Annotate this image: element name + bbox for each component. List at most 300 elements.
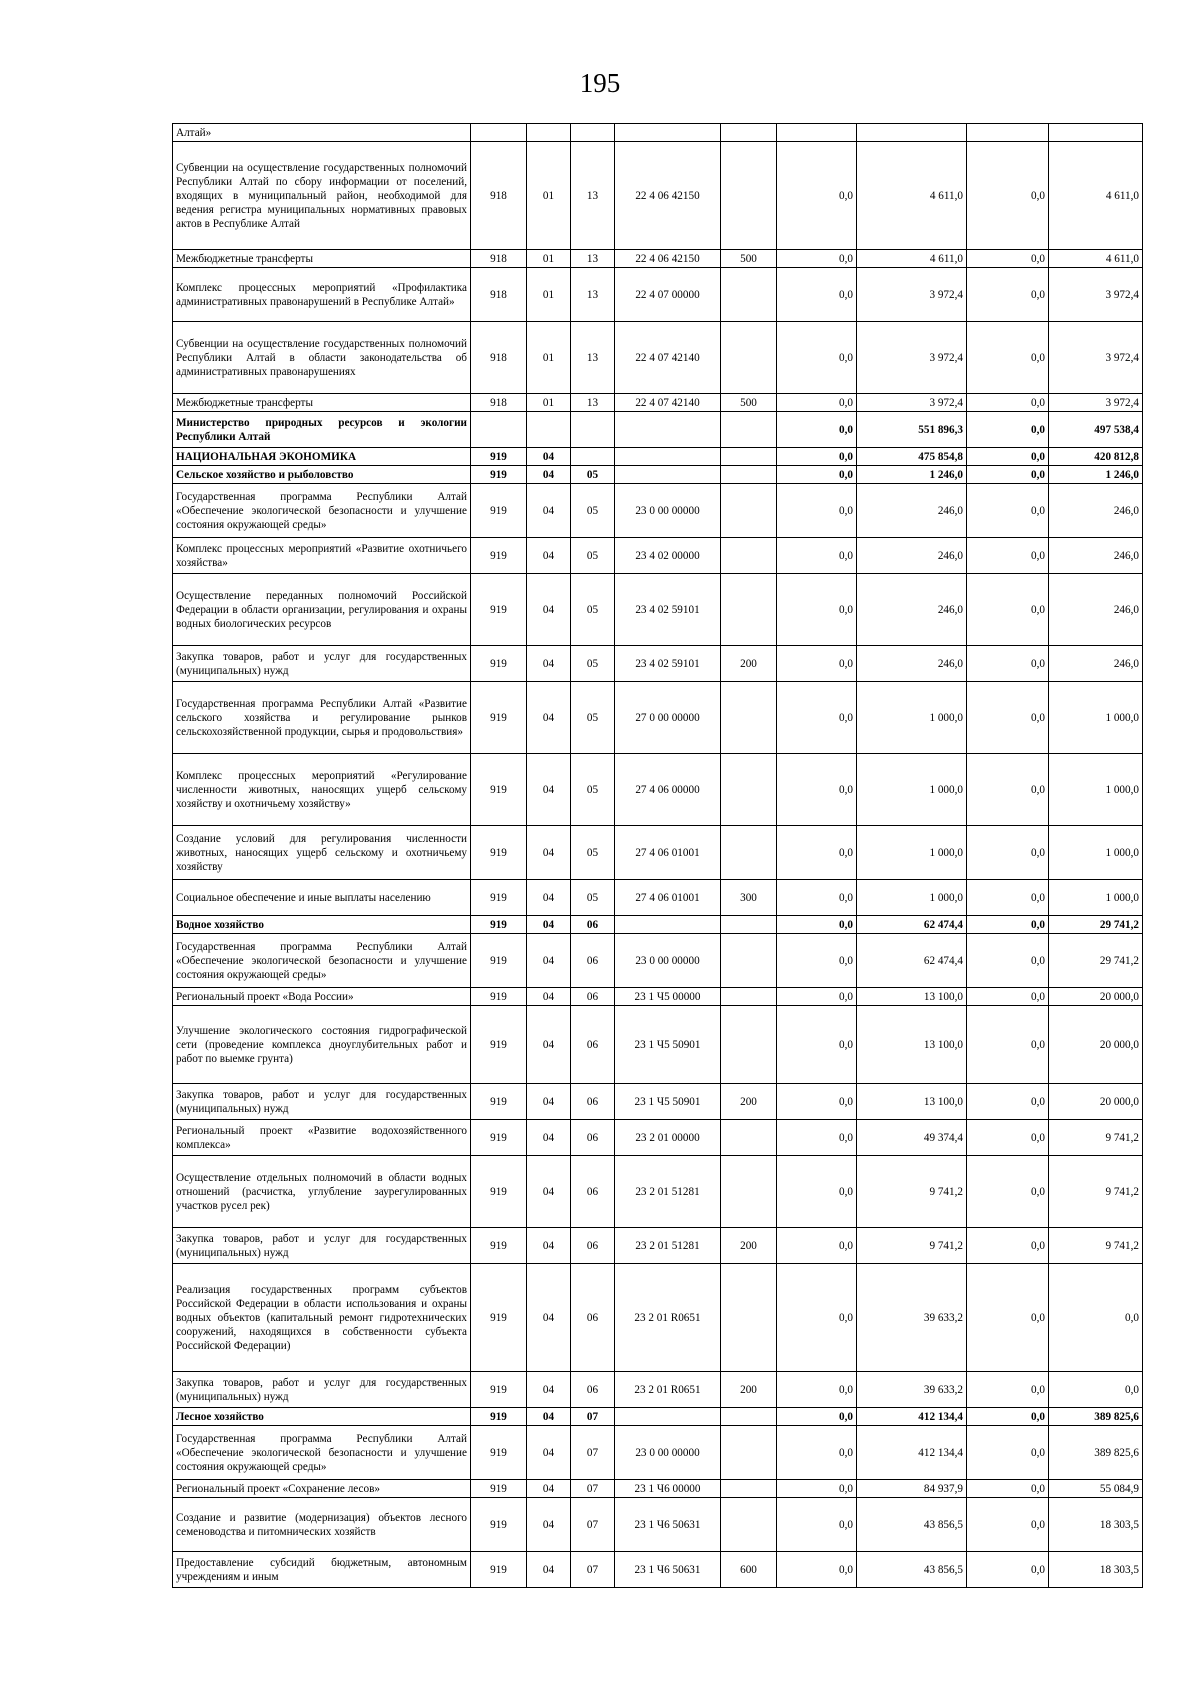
cell-vr: 500 bbox=[721, 394, 777, 412]
cell-value-3: 0,0 bbox=[967, 268, 1049, 322]
cell-value-4: 29 741,2 bbox=[1049, 934, 1143, 988]
cell-ved: 919 bbox=[471, 538, 527, 574]
cell-ved: 919 bbox=[471, 754, 527, 826]
table-row bbox=[173, 466, 1143, 484]
cell-value-2: 62 474,4 bbox=[857, 934, 967, 988]
cell-name: Межбюджетные трансферты bbox=[173, 394, 471, 412]
cell-ved: 919 bbox=[471, 1084, 527, 1120]
cell-vr bbox=[721, 1006, 777, 1084]
cell-rz: 04 bbox=[527, 682, 571, 754]
cell-value-2: 551 896,3 bbox=[857, 412, 967, 448]
cell-value-4: 20 000,0 bbox=[1049, 1006, 1143, 1084]
cell-value-3: 0,0 bbox=[967, 448, 1049, 466]
cell-rz: 04 bbox=[527, 538, 571, 574]
cell-value-1 bbox=[777, 124, 857, 142]
cell-value-2: 4 611,0 bbox=[857, 250, 967, 268]
cell-value-2: 246,0 bbox=[857, 538, 967, 574]
cell-value-2: 43 856,5 bbox=[857, 1498, 967, 1552]
cell-ved: 919 bbox=[471, 484, 527, 538]
cell-value-3 bbox=[967, 124, 1049, 142]
cell-ved: 919 bbox=[471, 682, 527, 754]
cell-pr: 07 bbox=[571, 1498, 615, 1552]
table-row bbox=[173, 754, 1143, 826]
cell-value-3: 0,0 bbox=[967, 1480, 1049, 1498]
cell-value-2: 39 633,2 bbox=[857, 1264, 967, 1372]
cell-ved: 919 bbox=[471, 1480, 527, 1498]
cell-csr: 23 1 Ч6 50631 bbox=[615, 1498, 721, 1552]
cell-name: Сельское хозяйство и рыболовство bbox=[173, 466, 471, 484]
cell-csr: 23 0 00 00000 bbox=[615, 1426, 721, 1480]
cell-value-3: 0,0 bbox=[967, 1552, 1049, 1588]
cell-rz: 04 bbox=[527, 646, 571, 682]
cell-rz: 04 bbox=[527, 916, 571, 934]
cell-rz: 01 bbox=[527, 394, 571, 412]
cell-value-3: 0,0 bbox=[967, 574, 1049, 646]
table-row bbox=[173, 682, 1143, 754]
table-row bbox=[173, 142, 1143, 250]
cell-vr: 300 bbox=[721, 880, 777, 916]
cell-name: Государственная программа Республики Алтай «Обеспечение экологической безопасности и улучшение состояния окружающей среды» bbox=[173, 484, 471, 538]
cell-rz: 04 bbox=[527, 1426, 571, 1480]
cell-value-1: 0,0 bbox=[777, 466, 857, 484]
cell-ved: 918 bbox=[471, 142, 527, 250]
cell-value-3: 0,0 bbox=[967, 646, 1049, 682]
cell-ved: 919 bbox=[471, 916, 527, 934]
cell-pr: 05 bbox=[571, 466, 615, 484]
cell-vr bbox=[721, 124, 777, 142]
table-row bbox=[173, 1264, 1143, 1372]
cell-name: Закупка товаров, работ и услуг для государственных (муниципальных) нужд bbox=[173, 646, 471, 682]
cell-csr bbox=[615, 916, 721, 934]
table-row bbox=[173, 1006, 1143, 1084]
cell-ved: 919 bbox=[471, 1426, 527, 1480]
cell-name: Закупка товаров, работ и услуг для государственных (муниципальных) нужд bbox=[173, 1228, 471, 1264]
cell-rz: 04 bbox=[527, 1498, 571, 1552]
cell-value-3: 0,0 bbox=[967, 916, 1049, 934]
cell-value-3: 0,0 bbox=[967, 988, 1049, 1006]
table-row bbox=[173, 322, 1143, 394]
cell-value-3: 0,0 bbox=[967, 754, 1049, 826]
cell-value-1: 0,0 bbox=[777, 1156, 857, 1228]
cell-value-4: 1 000,0 bbox=[1049, 880, 1143, 916]
cell-value-2: 62 474,4 bbox=[857, 916, 967, 934]
cell-value-1: 0,0 bbox=[777, 322, 857, 394]
cell-rz: 04 bbox=[527, 826, 571, 880]
cell-pr bbox=[571, 412, 615, 448]
cell-csr: 22 4 06 42150 bbox=[615, 250, 721, 268]
cell-pr: 06 bbox=[571, 1228, 615, 1264]
cell-ved: 919 bbox=[471, 466, 527, 484]
cell-csr: 23 1 Ч5 50901 bbox=[615, 1006, 721, 1084]
cell-value-4: 246,0 bbox=[1049, 484, 1143, 538]
cell-rz: 04 bbox=[527, 754, 571, 826]
cell-value-4: 3 972,4 bbox=[1049, 268, 1143, 322]
cell-value-2: 39 633,2 bbox=[857, 1372, 967, 1408]
cell-name: Водное хозяйство bbox=[173, 916, 471, 934]
cell-rz bbox=[527, 412, 571, 448]
table-row bbox=[173, 1480, 1143, 1498]
cell-pr: 06 bbox=[571, 1006, 615, 1084]
cell-csr: 23 2 01 R0651 bbox=[615, 1264, 721, 1372]
cell-value-3: 0,0 bbox=[967, 1372, 1049, 1408]
cell-value-2: 9 741,2 bbox=[857, 1228, 967, 1264]
cell-pr: 05 bbox=[571, 484, 615, 538]
cell-value-4: 1 000,0 bbox=[1049, 682, 1143, 754]
cell-value-3: 0,0 bbox=[967, 880, 1049, 916]
cell-value-1: 0,0 bbox=[777, 754, 857, 826]
table-row bbox=[173, 124, 1143, 142]
cell-vr bbox=[721, 754, 777, 826]
cell-rz: 01 bbox=[527, 322, 571, 394]
cell-value-4: 0,0 bbox=[1049, 1264, 1143, 1372]
cell-value-3: 0,0 bbox=[967, 250, 1049, 268]
cell-value-4: 18 303,5 bbox=[1049, 1552, 1143, 1588]
cell-ved bbox=[471, 124, 527, 142]
cell-value-4: 1 246,0 bbox=[1049, 466, 1143, 484]
cell-value-1: 0,0 bbox=[777, 1498, 857, 1552]
cell-value-2: 13 100,0 bbox=[857, 1084, 967, 1120]
cell-value-1: 0,0 bbox=[777, 412, 857, 448]
cell-value-4: 389 825,6 bbox=[1049, 1408, 1143, 1426]
table-row bbox=[173, 574, 1143, 646]
cell-pr: 07 bbox=[571, 1426, 615, 1480]
cell-pr: 07 bbox=[571, 1552, 615, 1588]
cell-value-3: 0,0 bbox=[967, 538, 1049, 574]
table-row bbox=[173, 1084, 1143, 1120]
cell-name: Улучшение экологического состояния гидрографической сети (проведение комплекса дноуглубительных работ и работ по выемке грунта) bbox=[173, 1006, 471, 1084]
table-row bbox=[173, 1552, 1143, 1588]
cell-csr bbox=[615, 448, 721, 466]
cell-name: Создание условий для регулирования численности животных, наносящих ущерб сельскому и охотничьему хозяйству bbox=[173, 826, 471, 880]
cell-value-4: 4 611,0 bbox=[1049, 250, 1143, 268]
cell-ved: 918 bbox=[471, 268, 527, 322]
cell-name: Закупка товаров, работ и услуг для государственных (муниципальных) нужд bbox=[173, 1084, 471, 1120]
cell-name: Лесное хозяйство bbox=[173, 1408, 471, 1426]
table-row bbox=[173, 1498, 1143, 1552]
cell-value-2: 412 134,4 bbox=[857, 1426, 967, 1480]
cell-ved: 919 bbox=[471, 1498, 527, 1552]
cell-value-3: 0,0 bbox=[967, 934, 1049, 988]
cell-vr: 200 bbox=[721, 1372, 777, 1408]
cell-ved: 919 bbox=[471, 646, 527, 682]
cell-value-4: 20 000,0 bbox=[1049, 988, 1143, 1006]
cell-value-1: 0,0 bbox=[777, 1426, 857, 1480]
cell-value-2: 3 972,4 bbox=[857, 268, 967, 322]
cell-value-1: 0,0 bbox=[777, 988, 857, 1006]
cell-ved: 919 bbox=[471, 1228, 527, 1264]
cell-vr: 200 bbox=[721, 1228, 777, 1264]
cell-value-1: 0,0 bbox=[777, 682, 857, 754]
cell-rz: 01 bbox=[527, 250, 571, 268]
cell-name: Государственная программа Республики Алтай «Развитие сельского хозяйства и регулирование рынков сельскохозяйственной продукции, сырья и продовольствия» bbox=[173, 682, 471, 754]
cell-rz: 04 bbox=[527, 1552, 571, 1588]
cell-csr: 23 1 Ч6 00000 bbox=[615, 1480, 721, 1498]
cell-value-2: 1 000,0 bbox=[857, 826, 967, 880]
cell-ved: 919 bbox=[471, 1552, 527, 1588]
cell-value-2: 1 000,0 bbox=[857, 880, 967, 916]
cell-value-2: 13 100,0 bbox=[857, 1006, 967, 1084]
cell-rz: 04 bbox=[527, 988, 571, 1006]
table-row bbox=[173, 646, 1143, 682]
cell-vr bbox=[721, 1264, 777, 1372]
cell-csr: 27 4 06 00000 bbox=[615, 754, 721, 826]
cell-ved: 918 bbox=[471, 322, 527, 394]
cell-vr bbox=[721, 322, 777, 394]
cell-value-3: 0,0 bbox=[967, 1120, 1049, 1156]
cell-csr: 22 4 07 42140 bbox=[615, 322, 721, 394]
cell-value-1: 0,0 bbox=[777, 1372, 857, 1408]
cell-pr: 06 bbox=[571, 1372, 615, 1408]
cell-csr: 23 2 01 00000 bbox=[615, 1120, 721, 1156]
cell-ved: 919 bbox=[471, 880, 527, 916]
cell-vr bbox=[721, 1480, 777, 1498]
cell-ved: 919 bbox=[471, 574, 527, 646]
cell-pr: 05 bbox=[571, 826, 615, 880]
cell-csr: 22 4 07 00000 bbox=[615, 268, 721, 322]
table-row bbox=[173, 484, 1143, 538]
cell-vr bbox=[721, 1426, 777, 1480]
cell-vr bbox=[721, 1120, 777, 1156]
cell-rz: 04 bbox=[527, 1408, 571, 1426]
cell-value-1: 0,0 bbox=[777, 880, 857, 916]
cell-csr: 22 4 07 42140 bbox=[615, 394, 721, 412]
cell-value-1: 0,0 bbox=[777, 826, 857, 880]
cell-value-3: 0,0 bbox=[967, 1498, 1049, 1552]
cell-ved: 919 bbox=[471, 1156, 527, 1228]
cell-value-1: 0,0 bbox=[777, 1006, 857, 1084]
cell-name: Субвенции на осуществление государственных полномочий Республики Алтай в области законодательства об административных правонарушениях bbox=[173, 322, 471, 394]
cell-name: Государственная программа Республики Алтай «Обеспечение экологической безопасности и улучшение состояния окружающей среды» bbox=[173, 1426, 471, 1480]
cell-value-3: 0,0 bbox=[967, 394, 1049, 412]
cell-rz: 04 bbox=[527, 448, 571, 466]
cell-csr: 22 4 06 42150 bbox=[615, 142, 721, 250]
cell-name: Региональный проект «Сохранение лесов» bbox=[173, 1480, 471, 1498]
cell-value-2: 246,0 bbox=[857, 484, 967, 538]
cell-vr bbox=[721, 484, 777, 538]
cell-value-3: 0,0 bbox=[967, 322, 1049, 394]
cell-name: НАЦИОНАЛЬНАЯ ЭКОНОМИКА bbox=[173, 448, 471, 466]
cell-value-1: 0,0 bbox=[777, 394, 857, 412]
cell-pr: 06 bbox=[571, 1264, 615, 1372]
cell-ved: 919 bbox=[471, 1006, 527, 1084]
cell-value-2: 1 000,0 bbox=[857, 754, 967, 826]
cell-vr bbox=[721, 826, 777, 880]
cell-vr: 600 bbox=[721, 1552, 777, 1588]
cell-value-1: 0,0 bbox=[777, 268, 857, 322]
cell-value-3: 0,0 bbox=[967, 1264, 1049, 1372]
cell-value-1: 0,0 bbox=[777, 1552, 857, 1588]
cell-pr: 05 bbox=[571, 682, 615, 754]
cell-pr: 06 bbox=[571, 988, 615, 1006]
cell-value-1: 0,0 bbox=[777, 538, 857, 574]
table-row bbox=[173, 988, 1143, 1006]
cell-value-1: 0,0 bbox=[777, 916, 857, 934]
cell-value-2: 412 134,4 bbox=[857, 1408, 967, 1426]
cell-value-3: 0,0 bbox=[967, 1084, 1049, 1120]
cell-value-1: 0,0 bbox=[777, 1264, 857, 1372]
cell-csr: 23 0 00 00000 bbox=[615, 934, 721, 988]
cell-name: Алтай» bbox=[173, 124, 471, 142]
cell-pr: 06 bbox=[571, 934, 615, 988]
cell-pr: 05 bbox=[571, 574, 615, 646]
cell-vr bbox=[721, 916, 777, 934]
cell-value-3: 0,0 bbox=[967, 466, 1049, 484]
cell-vr bbox=[721, 682, 777, 754]
cell-csr: 23 2 01 51281 bbox=[615, 1228, 721, 1264]
cell-pr: 05 bbox=[571, 880, 615, 916]
cell-rz: 04 bbox=[527, 484, 571, 538]
cell-name: Комплекс процессных мероприятий «Развитие охотничьего хозяйства» bbox=[173, 538, 471, 574]
cell-pr: 05 bbox=[571, 754, 615, 826]
cell-value-3: 0,0 bbox=[967, 1156, 1049, 1228]
table-row bbox=[173, 394, 1143, 412]
cell-name: Региональный проект «Вода России» bbox=[173, 988, 471, 1006]
table-row bbox=[173, 1372, 1143, 1408]
cell-value-2: 13 100,0 bbox=[857, 988, 967, 1006]
table-row bbox=[173, 1426, 1143, 1480]
cell-pr: 13 bbox=[571, 394, 615, 412]
table-row bbox=[173, 412, 1143, 448]
cell-value-1: 0,0 bbox=[777, 484, 857, 538]
cell-csr: 23 1 Ч5 00000 bbox=[615, 988, 721, 1006]
table-row bbox=[173, 250, 1143, 268]
cell-value-1: 0,0 bbox=[777, 142, 857, 250]
cell-pr: 06 bbox=[571, 1156, 615, 1228]
cell-rz: 04 bbox=[527, 466, 571, 484]
cell-value-4: 9 741,2 bbox=[1049, 1156, 1143, 1228]
cell-value-3: 0,0 bbox=[967, 142, 1049, 250]
cell-pr: 13 bbox=[571, 250, 615, 268]
cell-csr: 23 4 02 00000 bbox=[615, 538, 721, 574]
cell-csr bbox=[615, 466, 721, 484]
cell-value-1: 0,0 bbox=[777, 250, 857, 268]
cell-vr bbox=[721, 988, 777, 1006]
cell-value-4: 18 303,5 bbox=[1049, 1498, 1143, 1552]
cell-value-4: 1 000,0 bbox=[1049, 826, 1143, 880]
cell-rz: 01 bbox=[527, 142, 571, 250]
cell-rz: 04 bbox=[527, 1228, 571, 1264]
cell-name: Государственная программа Республики Алтай «Обеспечение экологической безопасности и улучшение состояния окружающей среды» bbox=[173, 934, 471, 988]
table-row bbox=[173, 448, 1143, 466]
cell-pr: 05 bbox=[571, 538, 615, 574]
cell-value-3: 0,0 bbox=[967, 412, 1049, 448]
cell-value-2: 246,0 bbox=[857, 574, 967, 646]
cell-pr: 06 bbox=[571, 1120, 615, 1156]
cell-value-4 bbox=[1049, 124, 1143, 142]
cell-vr bbox=[721, 466, 777, 484]
cell-value-2: 9 741,2 bbox=[857, 1156, 967, 1228]
cell-name: Реализация государственных программ субъектов Российской Федерации в области использования и охраны водных объектов (капитальный ремонт гидротехнических сооружений, находящихся в собственности субъекта Российской Федерации) bbox=[173, 1264, 471, 1372]
cell-name: Межбюджетные трансферты bbox=[173, 250, 471, 268]
cell-ved: 919 bbox=[471, 826, 527, 880]
cell-value-2: 84 937,9 bbox=[857, 1480, 967, 1498]
cell-value-4: 0,0 bbox=[1049, 1372, 1143, 1408]
cell-vr bbox=[721, 538, 777, 574]
cell-value-4: 20 000,0 bbox=[1049, 1084, 1143, 1120]
cell-vr bbox=[721, 412, 777, 448]
cell-value-1: 0,0 bbox=[777, 1480, 857, 1498]
cell-vr bbox=[721, 268, 777, 322]
cell-ved: 918 bbox=[471, 250, 527, 268]
cell-value-1: 0,0 bbox=[777, 448, 857, 466]
cell-pr: 13 bbox=[571, 142, 615, 250]
cell-ved: 919 bbox=[471, 988, 527, 1006]
cell-value-3: 0,0 bbox=[967, 484, 1049, 538]
table-row bbox=[173, 538, 1143, 574]
cell-rz: 04 bbox=[527, 1156, 571, 1228]
cell-pr bbox=[571, 124, 615, 142]
cell-csr: 23 1 Ч5 50901 bbox=[615, 1084, 721, 1120]
cell-value-2: 246,0 bbox=[857, 646, 967, 682]
cell-value-4: 497 538,4 bbox=[1049, 412, 1143, 448]
cell-value-2: 49 374,4 bbox=[857, 1120, 967, 1156]
table-row bbox=[173, 1156, 1143, 1228]
cell-value-3: 0,0 bbox=[967, 682, 1049, 754]
cell-pr: 06 bbox=[571, 1084, 615, 1120]
cell-csr bbox=[615, 1408, 721, 1426]
cell-pr: 07 bbox=[571, 1408, 615, 1426]
cell-csr: 23 1 Ч6 50631 bbox=[615, 1552, 721, 1588]
table-row bbox=[173, 934, 1143, 988]
cell-csr bbox=[615, 412, 721, 448]
cell-vr bbox=[721, 934, 777, 988]
cell-value-4: 3 972,4 bbox=[1049, 394, 1143, 412]
cell-pr bbox=[571, 448, 615, 466]
cell-csr bbox=[615, 124, 721, 142]
cell-name: Комплекс процессных мероприятий «Регулирование численности животных, наносящих ущерб сельскому хозяйству и охотничьему хозяйству» bbox=[173, 754, 471, 826]
cell-value-4: 420 812,8 bbox=[1049, 448, 1143, 466]
table-row bbox=[173, 1120, 1143, 1156]
cell-value-2 bbox=[857, 124, 967, 142]
cell-rz: 04 bbox=[527, 1264, 571, 1372]
cell-csr: 23 4 02 59101 bbox=[615, 646, 721, 682]
cell-value-4: 29 741,2 bbox=[1049, 916, 1143, 934]
cell-value-4: 9 741,2 bbox=[1049, 1228, 1143, 1264]
cell-rz: 04 bbox=[527, 1084, 571, 1120]
cell-name: Предоставление субсидий бюджетным, автономным учреждениям и иным bbox=[173, 1552, 471, 1588]
cell-ved: 919 bbox=[471, 1264, 527, 1372]
cell-vr: 200 bbox=[721, 646, 777, 682]
table-row bbox=[173, 1228, 1143, 1264]
cell-value-1: 0,0 bbox=[777, 1120, 857, 1156]
cell-value-4: 389 825,6 bbox=[1049, 1426, 1143, 1480]
cell-ved: 919 bbox=[471, 1408, 527, 1426]
cell-rz bbox=[527, 124, 571, 142]
cell-pr: 05 bbox=[571, 646, 615, 682]
cell-ved: 919 bbox=[471, 448, 527, 466]
budget-table bbox=[172, 123, 1143, 1588]
cell-csr: 27 0 00 00000 bbox=[615, 682, 721, 754]
cell-pr: 07 bbox=[571, 1480, 615, 1498]
cell-ved: 919 bbox=[471, 934, 527, 988]
cell-vr bbox=[721, 574, 777, 646]
table-row bbox=[173, 916, 1143, 934]
cell-value-2: 4 611,0 bbox=[857, 142, 967, 250]
cell-value-3: 0,0 bbox=[967, 1006, 1049, 1084]
cell-value-2: 3 972,4 bbox=[857, 394, 967, 412]
cell-vr bbox=[721, 142, 777, 250]
table-row bbox=[173, 1408, 1143, 1426]
cell-rz: 01 bbox=[527, 268, 571, 322]
cell-value-1: 0,0 bbox=[777, 1408, 857, 1426]
cell-name: Субвенции на осуществление государственных полномочий Республики Алтай по сбору информации от поселений, входящих в муниципальный район, необходимой для ведения регистра муниципальных нормативных правовых актов в Республике Алтай bbox=[173, 142, 471, 250]
cell-rz: 04 bbox=[527, 934, 571, 988]
table-row bbox=[173, 880, 1143, 916]
cell-name: Осуществление отдельных полномочий в области водных отношений (расчистка, углубление заурегулированных участков русел рек) bbox=[173, 1156, 471, 1228]
cell-vr bbox=[721, 1156, 777, 1228]
cell-value-2: 43 856,5 bbox=[857, 1552, 967, 1588]
cell-value-4: 1 000,0 bbox=[1049, 754, 1143, 826]
